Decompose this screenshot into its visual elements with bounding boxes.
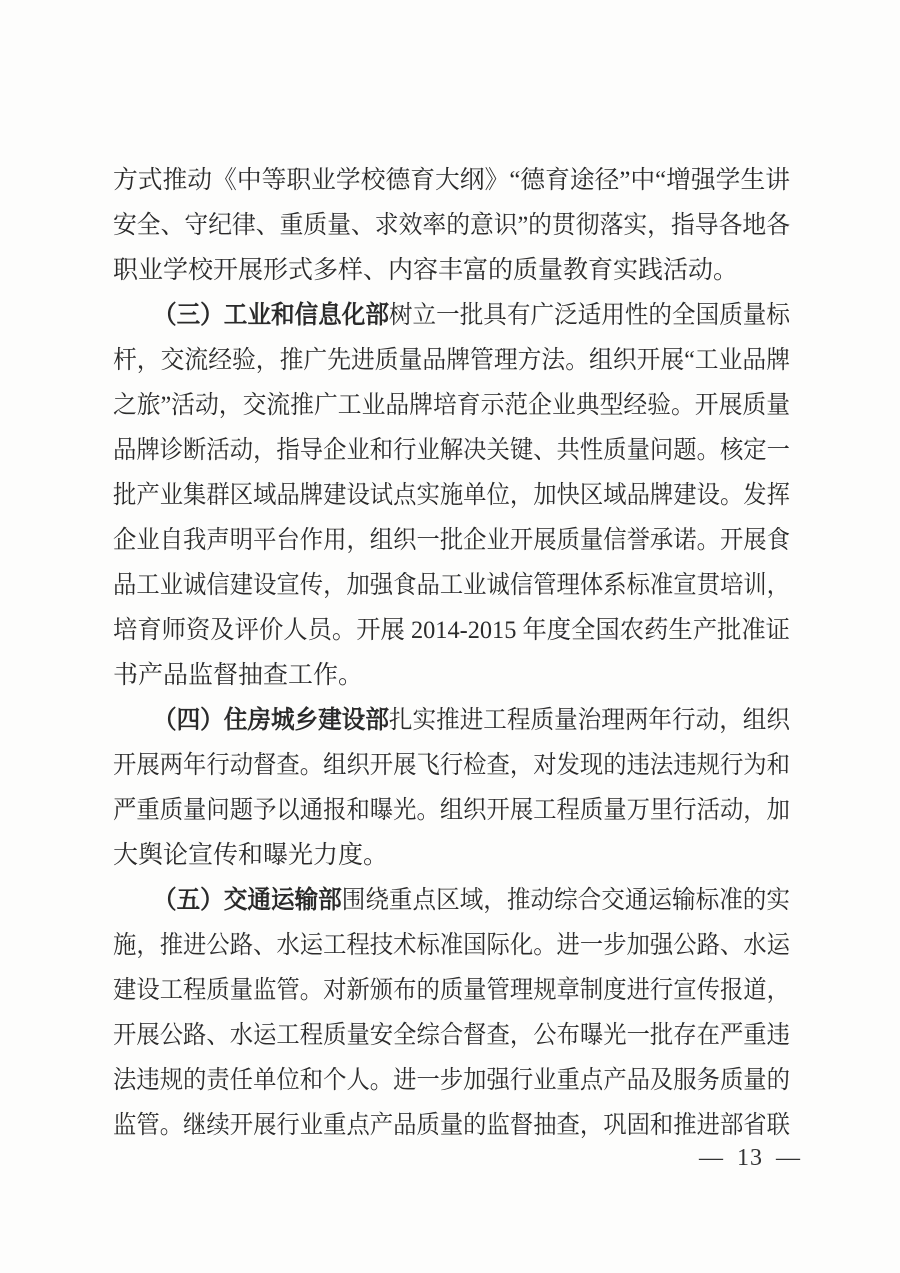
text-line <box>113 563 790 608</box>
section-5-ministry-label: （五）交通运输部 <box>153 887 342 914</box>
text-line-content: 建设工程质量监管。对新颁布的质量管理规章制度进行宣传报道， <box>113 977 790 1004</box>
section-5-lead-text: 围绕重点区域，推动综合交通运输标准的实 <box>341 887 790 914</box>
text-line-content: 品工业诚信建设宣传，加强食品工业诚信管理体系标准宣贯培训， <box>113 572 790 599</box>
text-line-content: 杆，交流经验，推广先进质量品牌管理方法。组织开展“工业品牌 <box>113 347 790 374</box>
text-line-content: 品牌诊断活动，指导企业和行业解决关键、共性质量问题。核定一 <box>113 437 790 464</box>
text-line-content: 监管。继续开展行业重点产品质量的监督抽查，巩固和推进部省联 <box>113 1112 790 1139</box>
text-line <box>113 338 790 383</box>
text-line-content: 书产品监督抽查工作。 <box>113 662 364 689</box>
text-line-content: 培育师资及评价人员。开展 2014-2015 年度全国农药生产批准证 <box>113 617 790 644</box>
section-3-ministry-label: （三）工业和信息化部 <box>153 302 389 329</box>
text-line-content: 开展公路、水运工程质量安全综合督查，公布曝光一批存在严重违 <box>113 1022 790 1049</box>
text-line <box>113 788 790 833</box>
text-line-content: 企业自我声明平台作用，组织一批企业开展质量信誉承诺。开展食 <box>113 527 790 554</box>
text-line <box>113 248 790 293</box>
text-line <box>113 608 790 653</box>
text-line <box>113 203 790 248</box>
section-3-heading-line <box>113 293 790 338</box>
text-line-content <box>153 698 790 743</box>
section-5-heading-line <box>113 878 790 923</box>
text-line <box>113 1058 790 1103</box>
text-line-content <box>153 878 790 923</box>
text-line <box>113 968 790 1013</box>
text-line-content: 之旅”活动，交流推广工业品牌培育示范企业典型经验。开展质量 <box>113 392 790 419</box>
text-line-content: 施，推进公路、水运工程技术标准国际化。进一步加强公路、水运 <box>113 932 790 959</box>
text-line <box>113 518 790 563</box>
text-line-content: 安全、守纪律、重质量、求效率的意识”的贯彻落实，指导各地各 <box>113 212 790 239</box>
text-line <box>113 923 790 968</box>
text-line-content: 法违规的责任单位和个人。进一步加强行业重点产品及服务质量的 <box>113 1067 790 1094</box>
text-line-content: 职业学校开展形式多样、内容丰富的质量教育实践活动。 <box>113 257 739 284</box>
text-line-content: 开展两年行动督查。组织开展飞行检查，对发现的违法违规行为和 <box>113 752 790 779</box>
text-line <box>113 473 790 518</box>
section-4-heading-line <box>113 698 790 743</box>
section-4-ministry-label: （四）住房城乡建设部 <box>153 707 389 734</box>
text-line <box>113 158 790 203</box>
page-number: — 13 — <box>699 1145 801 1171</box>
document-body <box>113 158 790 1148</box>
text-line-content: 批产业集群区域品牌建设试点实施单位，加快区域品牌建设。发挥 <box>113 482 790 509</box>
text-line <box>113 833 790 878</box>
text-line <box>113 383 790 428</box>
text-line <box>113 1103 790 1148</box>
text-line-content <box>153 293 790 338</box>
section-3-lead-text: 树立一批具有广泛适用性的全国质量标 <box>388 302 790 329</box>
text-line <box>113 653 790 698</box>
text-line <box>113 1013 790 1058</box>
text-line-content: 大舆论宣传和曝光力度。 <box>113 842 389 869</box>
section-4-lead-text: 扎实推进工程质量治理两年行动，组织 <box>388 707 790 734</box>
text-line-content: 方式推动《中等职业学校德育大纲》“德育途径”中“增强学生讲 <box>113 167 790 194</box>
text-line <box>113 428 790 473</box>
text-line-content: 严重质量问题予以通报和曝光。组织开展工程质量万里行活动，加 <box>113 797 790 824</box>
text-line <box>113 743 790 788</box>
